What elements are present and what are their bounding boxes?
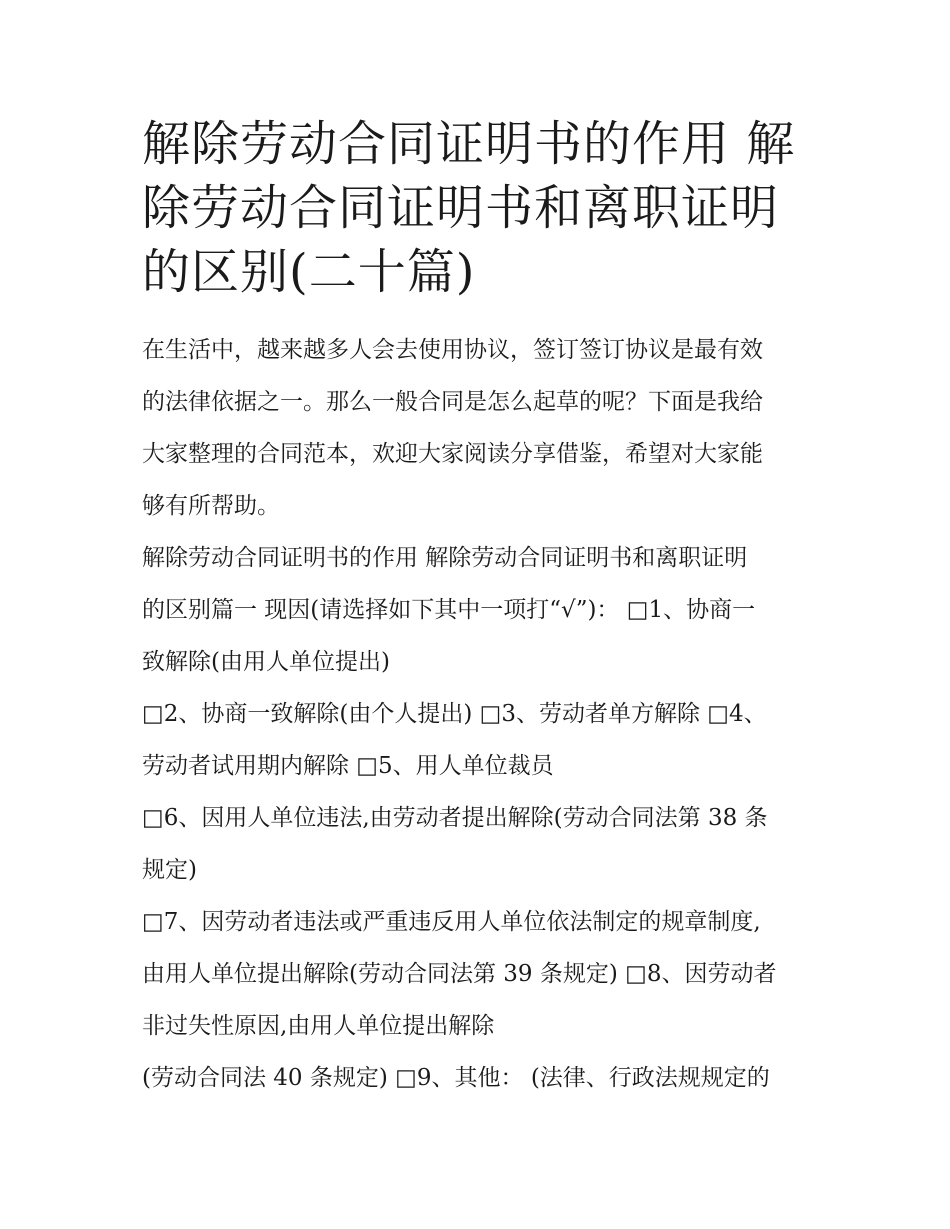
title-line: 解除劳动合同证明书的作用 解	[142, 116, 796, 172]
text-line: 规定)	[142, 857, 197, 883]
title-line: 的区别(二十篇)	[142, 244, 476, 300]
text-line: 大家整理的合同范本，欢迎大家阅读分享借鉴，希望对大家能	[142, 441, 763, 467]
text-line: 解除劳动合同证明书的作用 解除劳动合同证明书和离职证明	[142, 545, 748, 571]
text-line: 够有所帮助。	[142, 493, 280, 519]
text-line: 致解除(由用人单位提出)	[142, 649, 390, 675]
title-line: 除劳动合同证明书和离职证明	[142, 180, 780, 236]
text-line: 由用人单位提出解除(劳动合同法第 39 条规定) □8、因劳动者	[142, 961, 777, 987]
text-line: (劳动合同法 40 条规定) □9、其他： (法律、行政法规规定的	[142, 1065, 770, 1091]
text-line: 的法律依据之一。那么一般合同是怎么起草的呢？下面是我给	[142, 389, 763, 415]
text-line: □2、协商一致解除(由个人提出) □3、劳动者单方解除 □4、	[142, 701, 767, 727]
document-page	[142, 112, 822, 1104]
body-paragraph	[142, 532, 822, 1104]
text-line: □7、因劳动者违法或严重违反用人单位依法制定的规章制度,	[142, 909, 761, 935]
intro-paragraph	[142, 324, 822, 532]
text-line: 的区别篇一 现因(请选择如下其中一项打“√”)： □1、协商一	[142, 597, 756, 623]
text-line: 在生活中，越来越多人会去使用协议，签订签订协议是最有效	[142, 337, 763, 363]
text-line: □6、因用人单位违法,由劳动者提出解除(劳动合同法第 38 条	[142, 805, 768, 831]
text-line: 非过失性原因,由用人单位提出解除	[142, 1013, 495, 1039]
document-title	[142, 112, 822, 304]
text-line: 劳动者试用期内解除 □5、用人单位裁员	[142, 753, 554, 779]
